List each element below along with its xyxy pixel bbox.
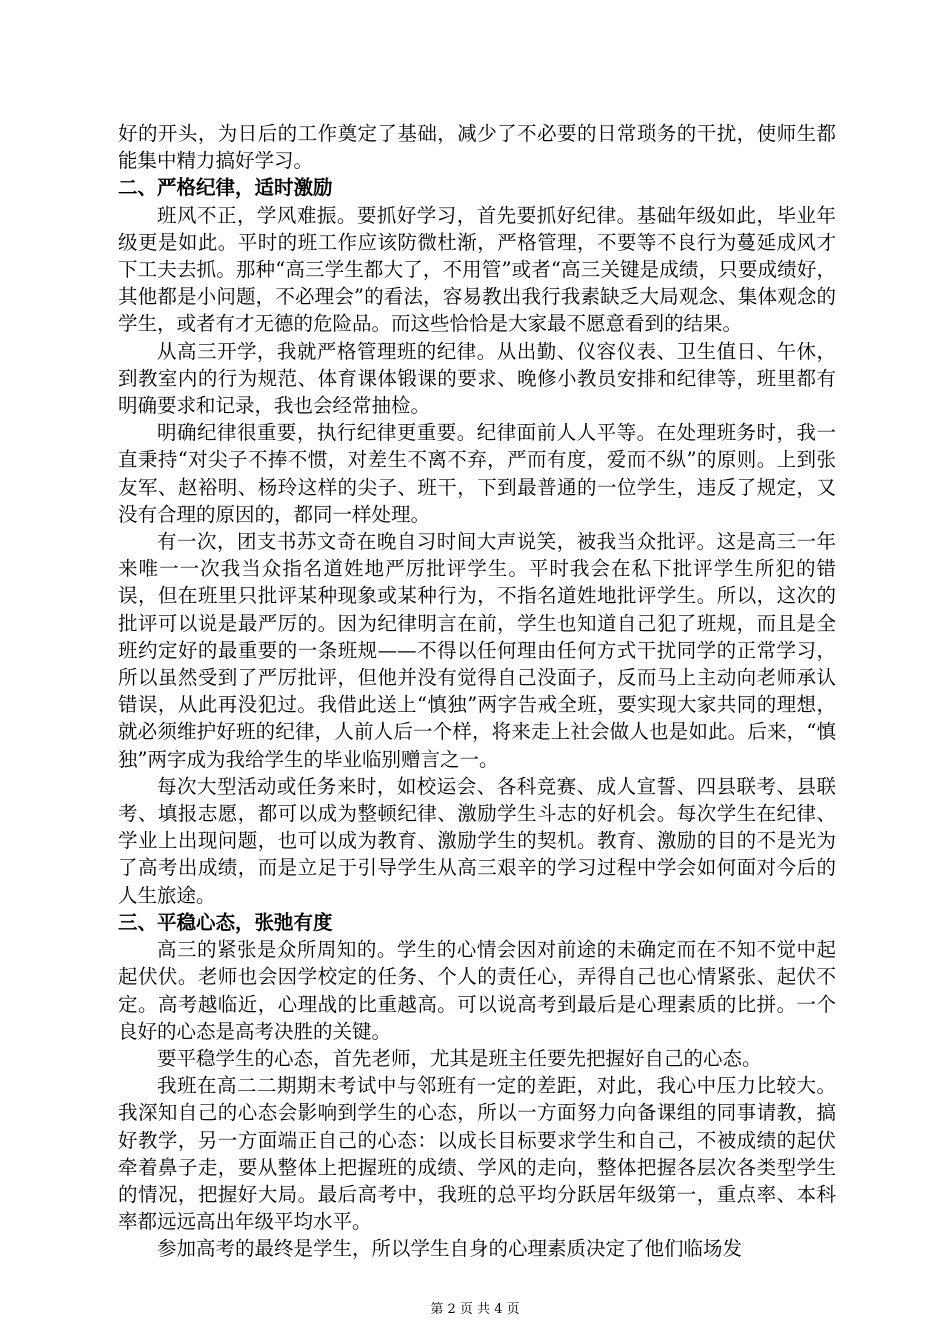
section-heading-2: 二、严格纪律，适时激励 bbox=[118, 176, 333, 200]
paragraph-1: 班风不正，学风难振。要抓好学习，首先要抓好纪律。基础年级如此，毕业年级更是如此。平时的班工作应该防微杜渐，严格管理，不要等不良行为蔓延成风才下工夫去抓。那种“高三学生都大了，不用管”或者“高三关键是成绩，只要成绩好，其他都是小问题，不必理会”的看法，容易教出我行我素缺乏大局观念、集体观念的学生，或者有才无德的危险品。而这些恰恰是大家最不愿意看到的结果。 bbox=[118, 203, 836, 336]
paragraph-8: 我班在高二二期期末考试中与邻班有一定的差距，对此，我心中压力比较大。我深知自己的心态会影响到学生的心态，所以一方面努力向备课组的同事请教，搞好教学，另一方面端正自己的心态：以成长目标要求学生和自己，不被成绩的起伏牵着鼻子走，要从整体上把握班的成绩、学风的走向，整体把握各层次各类型学生的情况，把握好大局。最后高考中，我班的总平均分跃居年级第一，重点率、本科率都远远高出年级平均水平。 bbox=[118, 1074, 836, 1234]
paragraph-4: 有一次，团支书苏文奇在晚自习时间大声说笑，被我当众批评。这是高三一年来唯一一次我当众指名道姓地严厉批评学生。平时我会在私下批评学生所犯的错误，但在班里只批评某种现象或某种行为，不指名道姓地批评学生。所以，这次的批评可以说是最严厉的。因为纪律明言在前，学生也知道自己犯了班规，而且是全班约定好的最重要的一条班规——不得以任何理由任何方式干扰同学的正常学习，所以虽然受到了严厉批评，但他并没有觉得自己没面子，反而马上主动向老师承认错误，从此再没犯过。我借此送上“慎独”两字告戒全班，要实现大家共同的理想，就必须维护好班的纪律，人前人后一个样，将来走上社会做人也是如此。后来，“慎独”两字成为我给学生的毕业临别赠言之一。 bbox=[118, 530, 836, 771]
page-footer bbox=[0, 1298, 950, 1317]
paragraph-6: 高三的紧张是众所周知的。学生的心情会因对前途的未确定而在不知不觉中起起伏伏。老师也会因学校定的任务、个人的责任心，弄得自己也心情紧张、起伏不定。高考越临近，心理战的比重越高。可以说高考到最后是心理素质的比拼。一个良好的心态是高考决胜的关键。 bbox=[118, 938, 836, 1043]
paragraph-9: 参加高考的最终是学生，所以学生自身的心理素质决定了他们临场发 bbox=[157, 1237, 743, 1261]
section-heading-3: 三、平稳心态，张弛有度 bbox=[118, 910, 333, 934]
paragraph-5: 每次大型活动或任务来时，如校运会、各科竞赛、成人宣誓、四县联考、县联考、填报志愿，都可以成为整顿纪律、激励学生斗志的好机会。每次学生在纪律、学业上出现问题，也可以成为教育、激励学生的契机。教育、激励的目的不是光为了高考出成绩，而是立足于引导学生从高三艰辛的学习过程中学会如何面对今后的人生旅途。 bbox=[118, 774, 836, 907]
paragraph-7: 要平稳学生的心态，首先老师，尤其是班主任要先把握好自己的心态。 bbox=[157, 1046, 762, 1070]
paragraph-2: 从高三开学，我就严格管理班的纪律。从出勤、仪容仪表、卫生值日、午休，到教室内的行为规范、体育课体锻课的要求、晚修小教员安排和纪律等，班里都有明确要求和记录，我也会经常抽检。 bbox=[118, 339, 836, 418]
paragraph-intro: 好的开头，为日后的工作奠定了基础，减少了不必要的日常琐务的干扰，使师生都能集中精力搞好学习。 bbox=[118, 122, 836, 173]
document-body bbox=[118, 120, 836, 1263]
page-number-label: 第 2 页 共 4 页 bbox=[430, 1302, 520, 1317]
paragraph-3: 明确纪律很重要，执行纪律更重要。纪律面前人人平等。在处理班务时，我一直秉持“对尖子不捧不惯，对差生不离不弃，严而有度，爱而不纵”的原则。上到张友军、赵裕明、杨玲这样的尖子、班干，下到最普通的一位学生，违反了规定，又没有合理的原因的，都同一样处理。 bbox=[118, 421, 836, 526]
